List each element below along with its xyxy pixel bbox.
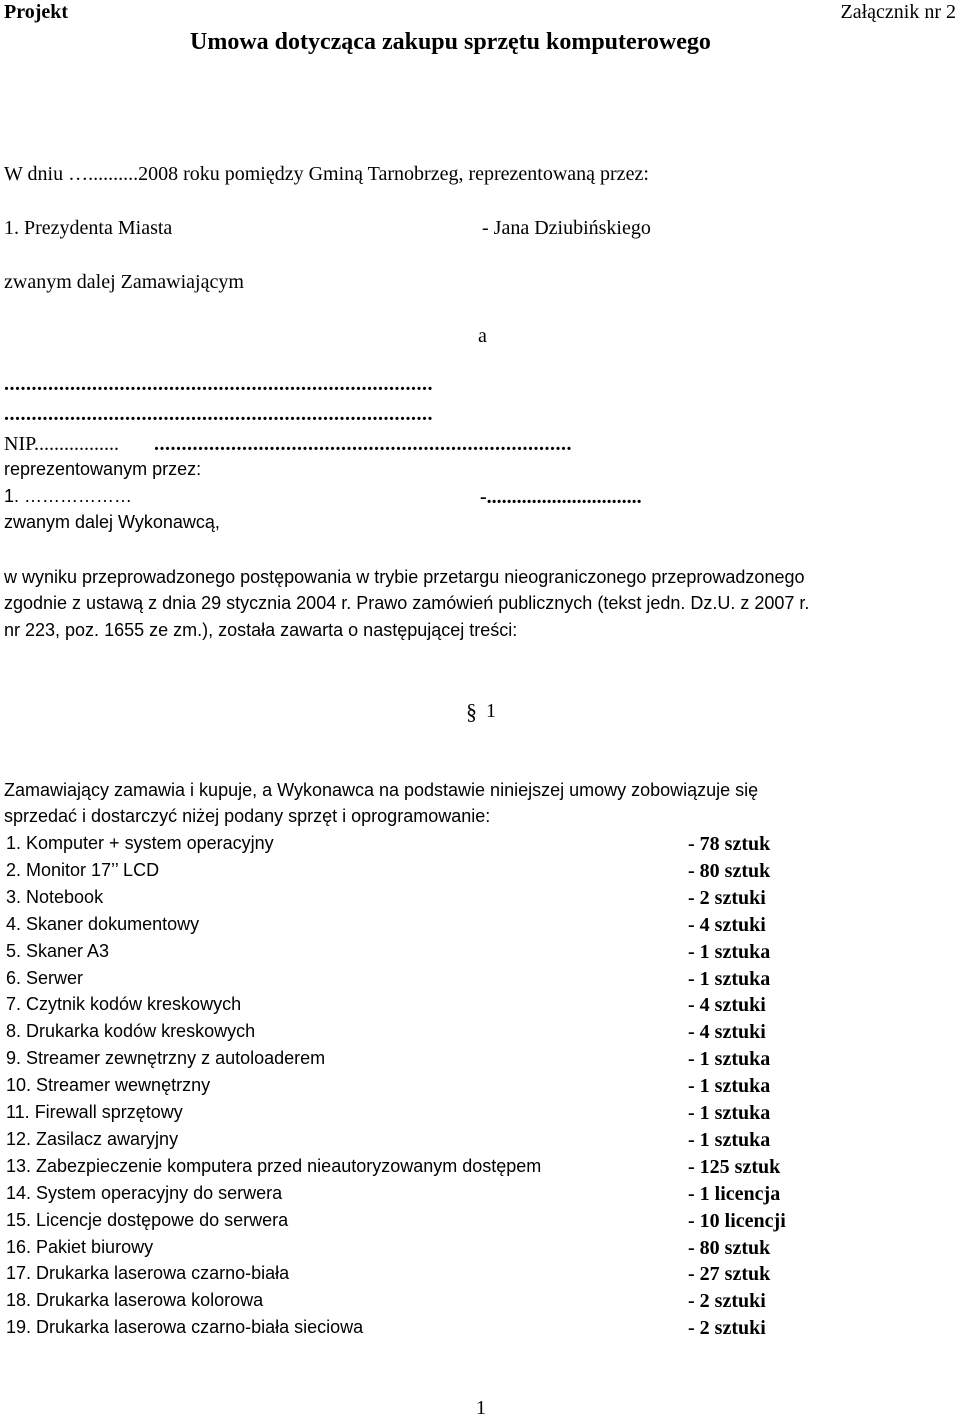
item-quantity: - 1 licencja: [688, 1183, 781, 1205]
item-name: 16. Pakiet biurowy: [6, 1237, 154, 1257]
item-quantity: - 10 licencji: [688, 1210, 786, 1232]
intro-date-line: W dniu …..........2008 roku pomiędzy Gminą Tarnobrzeg, reprezentowaną przez:: [4, 163, 649, 185]
section-text-line-1: Zamawiający zamawia i kupuje, a Wykonawca na podstawie niniejszej umowy zobowiązuje się: [4, 780, 759, 800]
contractor-name-dots: ..............................................................................: [4, 373, 433, 395]
item-name: 18. Drukarka laserowa kolorowa: [6, 1290, 264, 1310]
section-number: 1: [486, 700, 496, 722]
item-quantity: - 80 sztuk: [688, 1237, 771, 1259]
item-name: 2. Monitor 17’’ LCD: [6, 860, 160, 880]
header-attachment-label: Załącznik nr 2: [840, 1, 956, 23]
called-contractor: zwanym dalej Wykonawcą,: [4, 512, 220, 532]
item-quantity: - 1 sztuka: [688, 1048, 771, 1070]
item-quantity: - 2 sztuki: [688, 1317, 766, 1339]
item-name: 6. Serwer: [6, 968, 84, 988]
nip-label: NIP.................: [4, 433, 120, 455]
item-quantity: - 27 sztuk: [688, 1263, 771, 1285]
contractor-address-dots: ..............................................................................: [4, 403, 433, 425]
item-quantity: - 80 sztuk: [688, 860, 771, 882]
contractor-rep-dots: -...............................: [480, 486, 642, 508]
item-name: 15. Licencje dostępowe do serwera: [6, 1210, 289, 1230]
conjunction-a: a: [478, 325, 487, 347]
preamble-line-1: w wyniku przeprowadzonego postępowania w trybie przetargu nieograniczonego przeprowadzonego: [4, 567, 805, 587]
item-name: 11. Firewall sprzętowy: [6, 1102, 183, 1122]
called-orderer: zwanym dalej Zamawiającym: [4, 271, 244, 293]
item-quantity: - 1 sztuka: [688, 1102, 771, 1124]
item-name: 3. Notebook: [6, 887, 104, 907]
item-quantity: - 1 sztuka: [688, 968, 771, 990]
item-name: 13. Zabezpieczenie komputera przed nieautoryzowanym dostępem: [6, 1156, 542, 1176]
representative-role: 1. Prezydenta Miasta: [4, 217, 173, 239]
item-name: 7. Czytnik kodów kreskowych: [6, 994, 242, 1014]
item-quantity: - 1 sztuka: [688, 1075, 771, 1097]
item-name: 17. Drukarka laserowa czarno-biała: [6, 1263, 290, 1283]
item-quantity: - 2 sztuki: [688, 887, 766, 909]
item-name: 8. Drukarka kodów kreskowych: [6, 1021, 256, 1041]
item-quantity: - 2 sztuki: [688, 1290, 766, 1312]
document-title: Umowa dotycząca zakupu sprzętu komputerowego: [190, 29, 711, 55]
represented-by-label: reprezentowanym przez:: [4, 459, 202, 479]
item-quantity: - 125 sztuk: [688, 1156, 781, 1178]
item-quantity: - 1 sztuka: [688, 1129, 771, 1151]
item-name: 19. Drukarka laserowa czarno-biała sieciowa: [6, 1317, 364, 1337]
preamble-line-2: zgodnie z ustawą z dnia 29 stycznia 2004 r. Prawo zamówień publicznych (tekst jedn. Dz.U. z 2007 r.: [4, 593, 810, 613]
nip-dots: ............................................................................: [154, 433, 572, 455]
item-name: 1. Komputer + system operacyjny: [6, 833, 274, 853]
section-symbol: §: [466, 699, 477, 724]
item-quantity: - 4 sztuki: [688, 994, 766, 1016]
item-name: 9. Streamer zewnętrzny z autoloaderem: [6, 1048, 326, 1068]
item-name: 4. Skaner dokumentowy: [6, 914, 200, 934]
item-name: 12. Zasilacz awaryjny: [6, 1129, 179, 1149]
item-name: 14. System operacyjny do serwera: [6, 1183, 283, 1203]
representative-person: - Jana Dziubińskiego: [482, 217, 651, 239]
item-quantity: - 4 sztuki: [688, 914, 766, 936]
item-name: 10. Streamer wewnętrzny: [6, 1075, 211, 1095]
item-quantity: - 78 sztuk: [688, 833, 771, 855]
header-project-label: Projekt: [4, 1, 69, 23]
item-quantity: - 1 sztuka: [688, 941, 771, 963]
preamble-line-3: nr 223, poz. 1655 ze zm.), została zawarta o następującej treści:: [4, 620, 518, 640]
item-quantity: - 4 sztuki: [688, 1021, 766, 1043]
item-name: 5. Skaner A3: [6, 941, 110, 961]
page-number: 1: [476, 1397, 486, 1419]
section-text-line-2: sprzedać i dostarczyć niżej podany sprzęt i oprogramowanie:: [4, 806, 491, 826]
contractor-rep-number: 1. ………………: [4, 486, 133, 506]
